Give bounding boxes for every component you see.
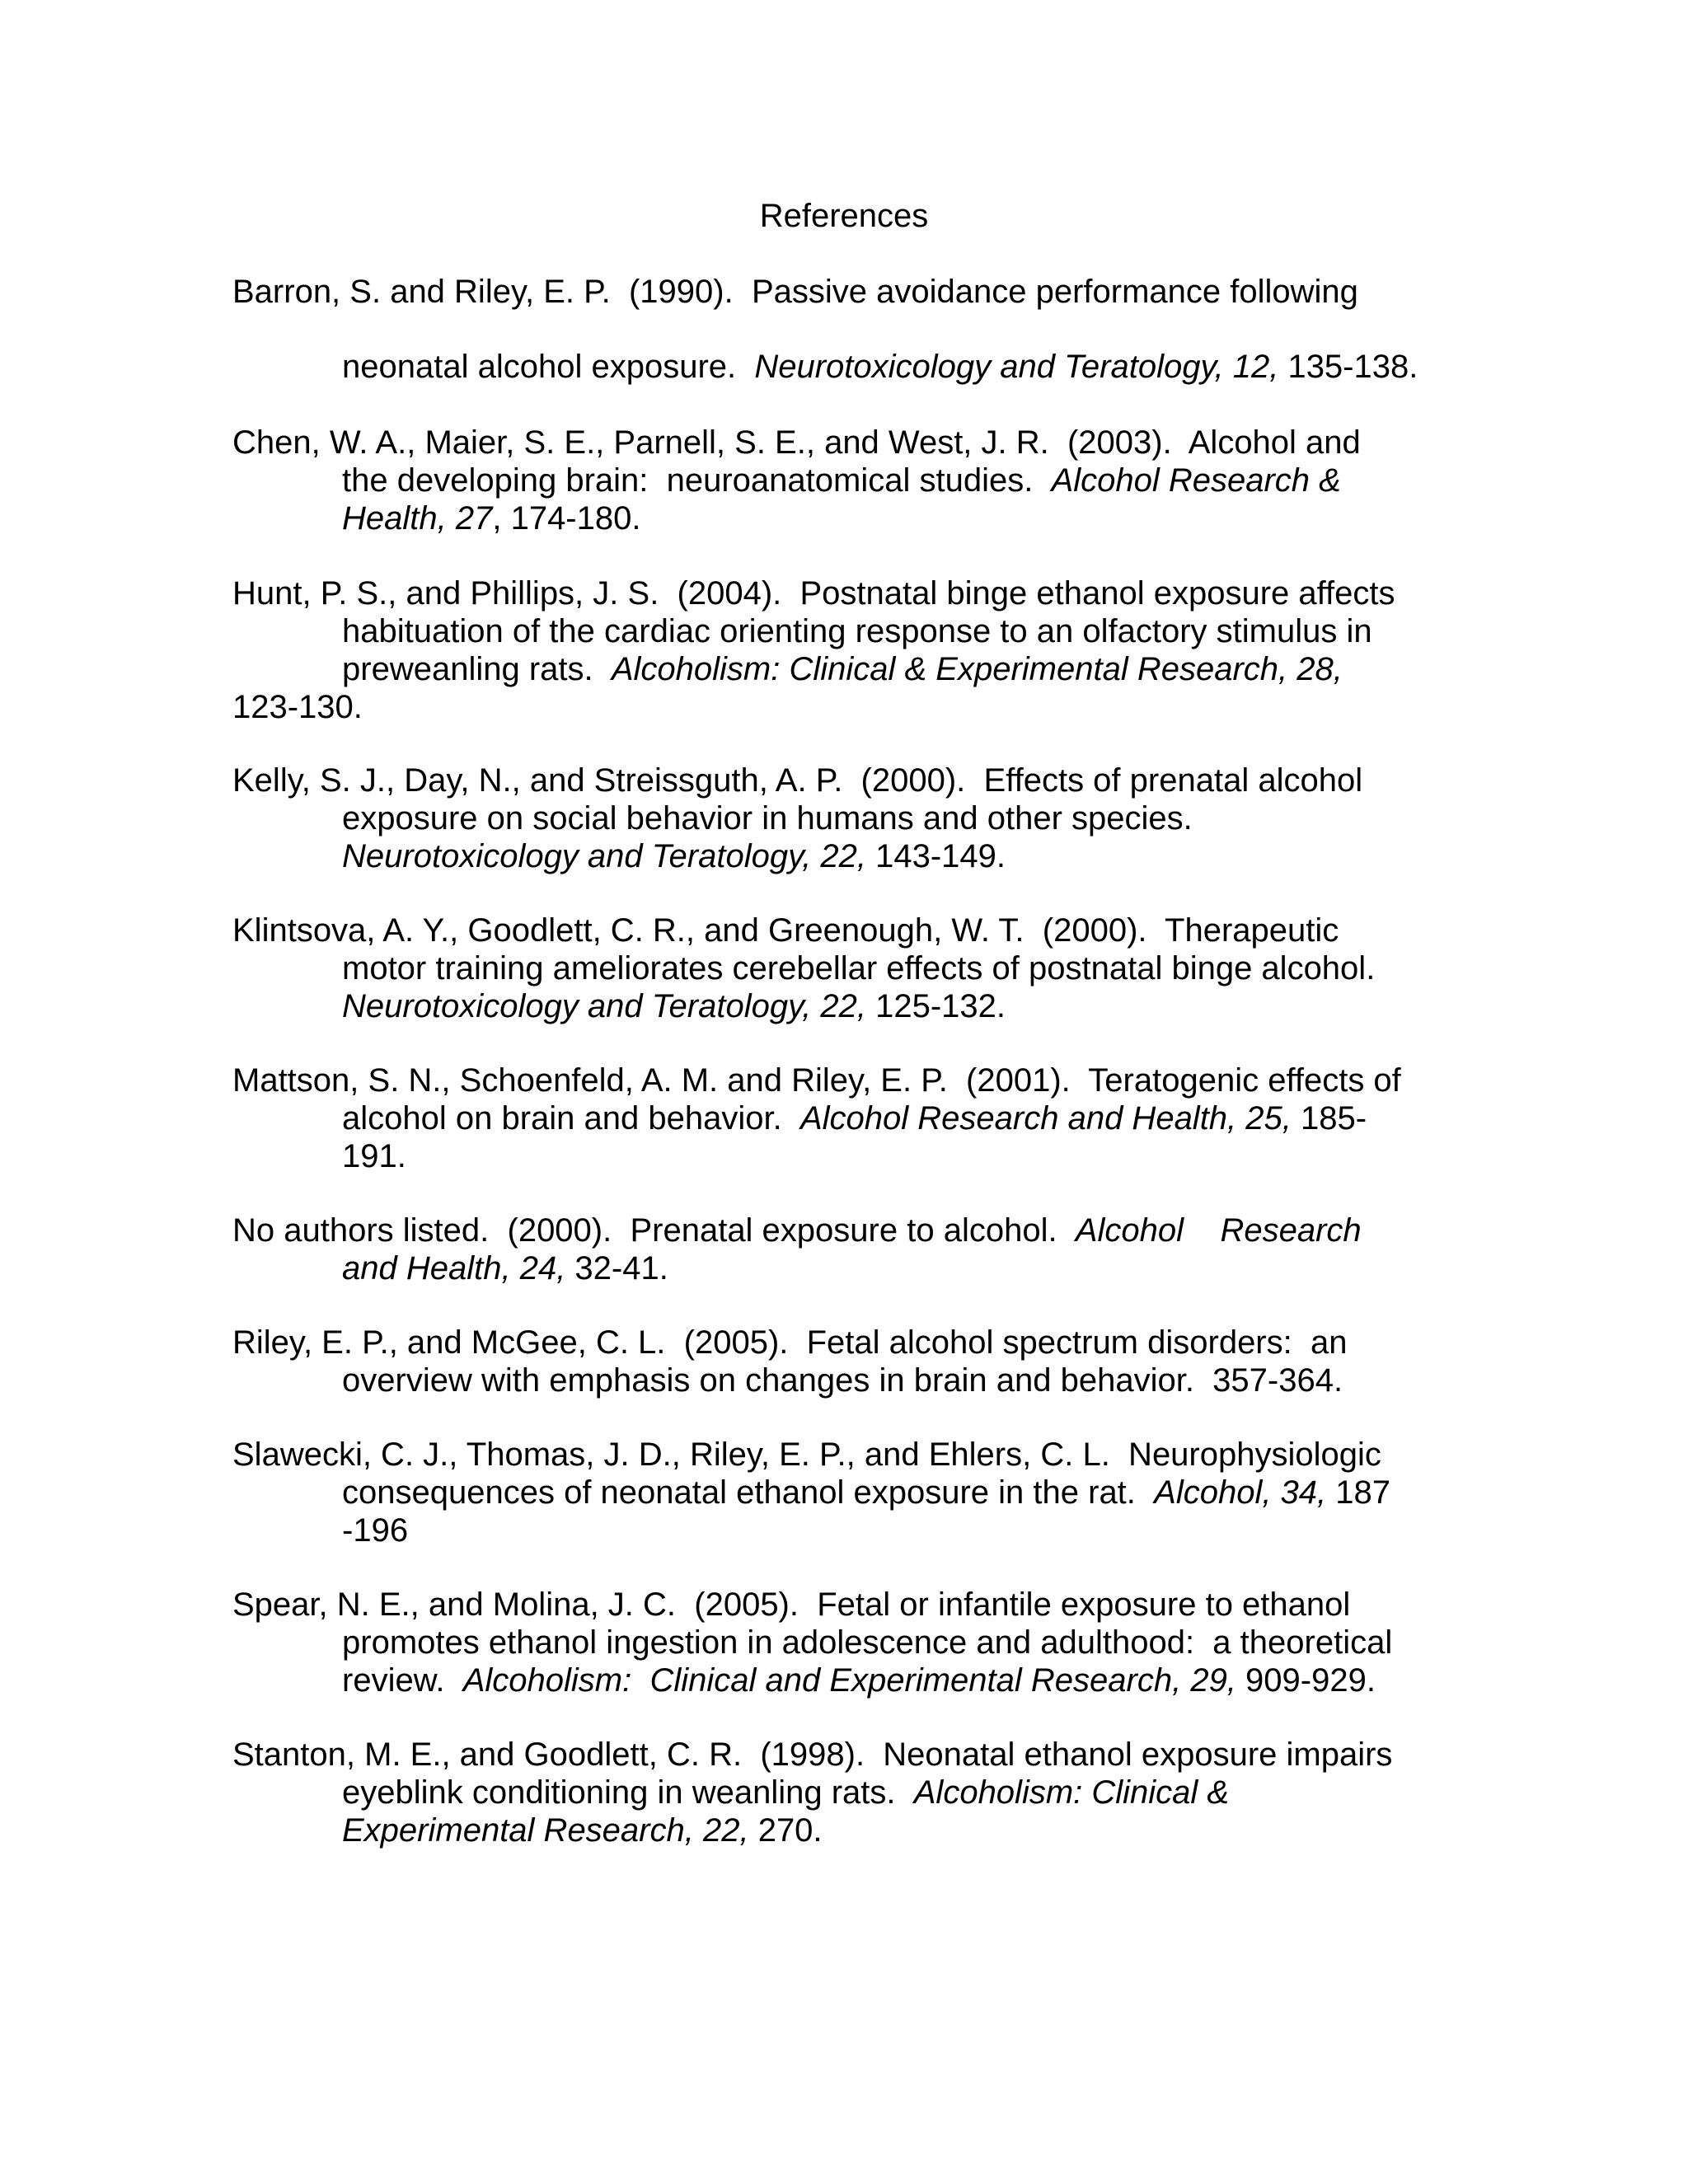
reference-line: Kelly, S. J., Day, N., and Streissguth, A. P. (2000). Effects of prenatal alcohol — [232, 762, 1363, 799]
reference-line: Experimental Research, 22, 270. — [342, 1812, 823, 1849]
reference-line: Mattson, S. N., Schoenfeld, A. M. and Riley, E. P. (2001). Teratogenic effects of — [232, 1062, 1401, 1099]
reference-line: 191. — [342, 1138, 406, 1174]
reference-line: neonatal alcohol exposure. Neurotoxicology and Teratology, 12, 135-138. — [342, 349, 1418, 385]
reference-line: Neurotoxicology and Teratology, 22, 125-132. — [342, 988, 1006, 1024]
reference-line: Barron, S. and Riley, E. P. (1990). Passive avoidance performance following — [232, 274, 1358, 310]
reference-line: preweanling rats. Alcoholism: Clinical & Experimental Research, 28, — [342, 651, 1343, 687]
reference-line: Klintsova, A. Y., Goodlett, C. R., and Greenough, W. T. (2000). Therapeutic — [232, 912, 1339, 949]
reference-line: Chen, W. A., Maier, S. E., Parnell, S. E., and West, J. R. (2003). Alcohol and — [232, 424, 1361, 461]
reference-line: Stanton, M. E., and Goodlett, C. R. (1998). Neonatal ethanol exposure impairs — [232, 1736, 1393, 1773]
page-title: References — [759, 198, 929, 234]
reference-line: review. Alcoholism: Clinical and Experimental Research, 29, 909-929. — [342, 1662, 1376, 1699]
reference-line: the developing brain: neuroanatomical studies. Alcohol Research & — [342, 462, 1341, 499]
reference-line: 123-130. — [232, 689, 363, 725]
reference-line: eyeblink conditioning in weanling rats. Alcoholism: Clinical & — [342, 1774, 1230, 1811]
reference-line: consequences of neonatal ethanol exposure in the rat. Alcohol, 34, 187 — [342, 1474, 1391, 1511]
reference-line: exposure on social behavior in humans and other species. — [342, 800, 1193, 837]
reference-line: habituation of the cardiac orienting response to an olfactory stimulus in — [342, 613, 1372, 649]
reference-line: -196 — [342, 1512, 409, 1549]
reference-line: motor training ameliorates cerebellar effects of postnatal binge alcohol. — [342, 950, 1376, 987]
reference-line: Slawecki, C. J., Thomas, J. D., Riley, E. P., and Ehlers, C. L. Neurophysiologic — [232, 1436, 1381, 1473]
reference-line: and Health, 24, 32-41. — [342, 1250, 668, 1286]
reference-line: Spear, N. E., and Molina, J. C. (2005). Fetal or infantile exposure to ethanol — [232, 1586, 1351, 1623]
reference-line: Hunt, P. S., and Phillips, J. S. (2004). Postnatal binge ethanol exposure affects — [232, 575, 1395, 612]
reference-line: Riley, E. P., and McGee, C. L. (2005). Fetal alcohol spectrum disorders: an — [232, 1324, 1348, 1361]
reference-line: promotes ethanol ingestion in adolescence and adulthood: a theoretical — [342, 1624, 1393, 1661]
reference-line: No authors listed. (2000). Prenatal exposure to alcohol. Alcohol Research — [232, 1212, 1362, 1249]
reference-line: Health, 27, 174-180. — [342, 500, 641, 537]
reference-line: alcohol on brain and behavior. Alcohol Research and Health, 25, 185- — [342, 1100, 1367, 1137]
reference-line: Neurotoxicology and Teratology, 22, 143-149. — [342, 838, 1006, 874]
reference-line: overview with emphasis on changes in brain and behavior. 357-364. — [342, 1362, 1343, 1399]
